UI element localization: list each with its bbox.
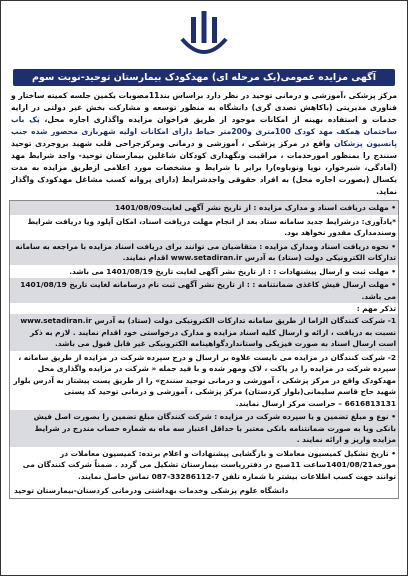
announcement-title: آگهی مزایده عمومی(یک مرحله ای) مهدکودک بیمارستان توحید-نوبت سوم (13, 69, 395, 86)
deadline-physical-row: • مهلت ارسال فیش کاغذی ضمانتنامه : : از تاریخ نشر آگهی ثبت نام درسامانه لغایت تاریخ 1401/08/19 می باشد. (10, 278, 398, 303)
note-1: 1- شرکت کنندگان الزاما از طریق سامانه تدارکات الکترونیکی دولت (ستاد) به آدرس www.setadiran.ir نسبت به دریافت ، ارائه و ارسال کلیه اسناد مزایده و مدارک درخواستی خود اقدام نمایند . لازم به ذکر است ارسال اسناد به صورت فیزیکی واستانداردگواهینامه الکترونیکی غیر قابل قبول می باشد. (10, 314, 398, 351)
logo-area (9, 5, 399, 67)
deadline-submit-row: • مهلت ثبت و ارسال پیشنهادات : : از تاریخ نشر آگهی لغایت تاریخ 1401/08/19 می باشد. (69, 266, 396, 276)
guarantee-row: • نوع و مبلغ تضمین و یا سپرده شرکت در مزایده : شرکت کنندگان مبلغ تضمین را بصورت اصل فیش بانکی ویا به صورت ضمانتنامه بانکی معتبر با حداقل اعتبار سه ماه به شماره حساب مندرج در شرایط مزایده واریز و ارائه نمایند . (10, 410, 398, 447)
details-box (9, 200, 399, 499)
opening-row: • تاریخ تشکیل کمیسیون معاملات و بازگشایی پیشنهادات و اعلام برنده: کمیسیون معاملات در مورخه1401/08/21ساعت 11صبح در دفترریاست بیمارستان تشکیل می گردد . ضمناً شرکت کنندگان می توانند جهت کسب اطلاعات بیشتر با شماره تلفن 7-33286112-087 تماس حاصل نمایند. (22, 448, 396, 481)
intro-text-2: یک باب ساختمان همکف مهد کودک 100متری و200متر حیاط دارای امکانات اولیه شهربازی محصور شده جنب پانسیون پزشکان (11, 115, 397, 148)
intro-text-1: مرکز پزشکی ،آموزشی و درمانی توحید در نظر دارد براساس بند11مصوبات یکمین جلسه کمیته ساختار و فناوری مدیریتی (باکاهش تصدی گری) دانشگاه به منظور توسعه و مشارکت بخش غیر دولتی در ارایه خدمات و استفاده بهینه از امکانات موجود از طریق فراخوان مزایده واگذاری اجاره محل، (10, 91, 397, 124)
footer-signature: دانشگاه علوم پزشکی وخدمات بهداشتی ودرمانی کردستان-بیمارستان توحید (14, 486, 289, 495)
register-note-row: *یادآوری: درشرایط جدید سامانه ستاد بعد از انجام مهلت دریافت اسناد، امکان آپلود ویا دریافت شرایط وسندمدارک مقدور نخواهد بود. (27, 216, 396, 237)
intro-paragraph (9, 90, 399, 198)
intro-text-3: واقع در مرکز پزشکی ، آموزشی و درمانی ومرکزجراحی قلب شهید بروجردی توحید سنندج را بمنظور امورخدمات ، مراقبت ونگهداری کودکان شاغلین بیمارستان توحید- واجد شرایط مهد (آمادگی، شیرخوار، نوپا ونوباوه)را برابر با شرایط و مشخصات مورد اعلامی ازطریق مزایده به مدت یکسال (بصورت اجاره محل) به افراد حقوقی واجدشرایط (دارای پروانه کسب مشاغل مهدکودک واگذار نماید. (11, 139, 397, 196)
how-receive-row: • نحوه دریافت اسناد ومدارک مزایده : متقاضیان می توانند برای دریافت اسناد مزایده با مراجعه به سامانه تدارکات الکترونیکی دولت (ستاد) به آدرس www.setadiran.ir اقدام نمایند. (10, 240, 398, 265)
notes-heading: تذکر مهم : (356, 304, 396, 313)
note-2: 2- شرکت کنندگان در مزایده می بایست علاوه بر ارسال و درج سپرده شرکت در مزایده از طریق سامانه ، سپرده شرکت در مزایده را در پاکت ، لاک ومهر شده و با قید جمله « شرکت در مزایده واگذاری محل مهدکودک واقع در مرکز پزشکی ، آموزشی و درمانی توحید سنندج» را از طریق پست پیشتاز به آدرس بلوار شهید حاج قاسم سلیمانی(بلوار کردستان) مرکز پزشکی ، آموزشی و درمانی توحید کد پستی 6616813131 – حراست مرکز ارسال نمایند. (13, 352, 396, 408)
deadline-receive-row: • مهلت دریافت اسناد و مدارک مزایده : از تاریخ نشر آگهی لغایت1401/08/09 (10, 201, 398, 215)
university-logo-icon (174, 9, 234, 63)
